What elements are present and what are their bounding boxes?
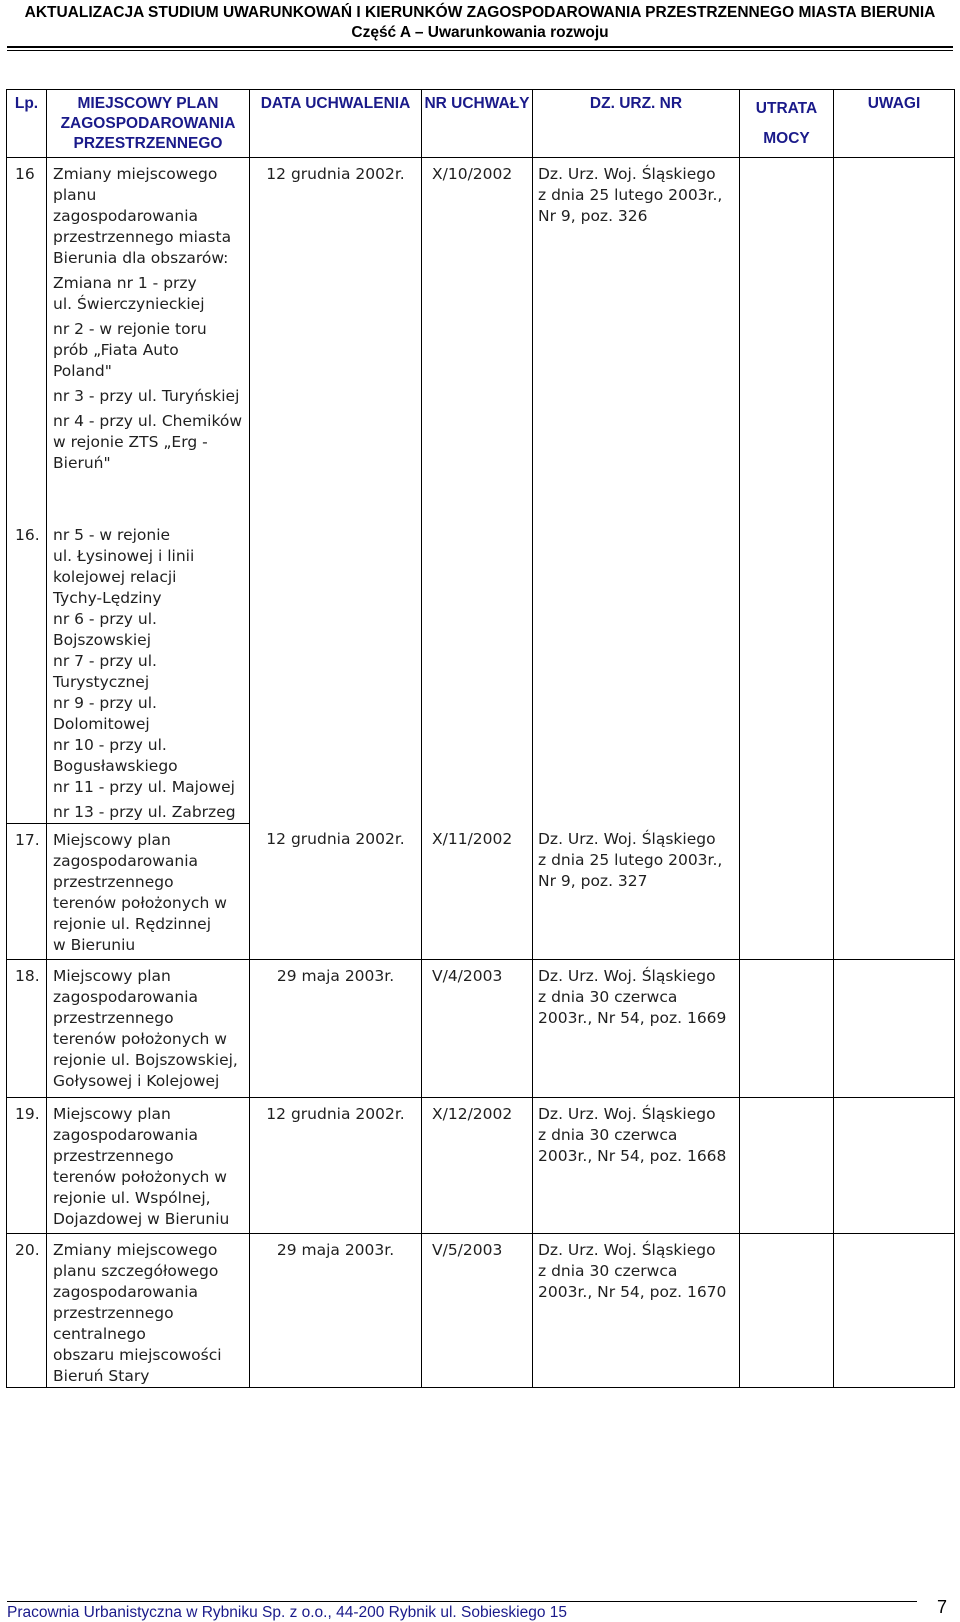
cell-line: nr 2 - w rejonie toru	[53, 320, 207, 338]
cell-utrata	[740, 1233, 834, 1387]
cell-line: Nr 9, poz. 326	[538, 207, 648, 225]
cell-uwagi	[834, 158, 955, 519]
cell-dz	[533, 823, 740, 959]
cell-date	[250, 519, 422, 824]
cell-line: kolejowej relacji	[53, 567, 177, 586]
cell-uwagi	[834, 959, 955, 1097]
table-row	[7, 823, 955, 959]
footer-rule	[7, 1601, 917, 1602]
cell-line: nr 6 - przy ul.	[53, 609, 157, 628]
cell-nr	[422, 519, 533, 824]
header-rule-bottom	[7, 50, 953, 51]
cell-date: 12 grudnia 2002r.	[250, 158, 422, 519]
cell-line: z dnia 30 czerwca	[538, 987, 678, 1006]
cell-lp: 19.	[7, 1097, 47, 1233]
document-title: AKTUALIZACJA STUDIUM UWARUNKOWAŃ I KIERUNKÓW ZAGOSPODAROWANIA PRZESTRZENNEGO MIASTA BIERUNIA	[24, 4, 936, 21]
cell-line: z dnia 30 czerwca	[538, 1125, 678, 1144]
cell-utrata	[740, 823, 834, 959]
col-header-dz: DZ. URZ. NR	[533, 90, 740, 158]
cell-line: Miejscowy plan	[53, 966, 171, 985]
cell-plan-name	[47, 823, 250, 959]
header-rule-top	[7, 46, 953, 48]
cell-line: z dnia 25 lutego 2003r.,	[538, 851, 723, 869]
cell-line: przestrzennego	[53, 872, 174, 891]
cell-line: rejonie ul. Wspólnej,	[53, 1188, 211, 1207]
cell-line: Nr 9, poz. 327	[538, 872, 648, 890]
cell-line: nr 13 - przy ul. Zabrzeg	[53, 802, 236, 821]
cell-line: Zmiana nr 1 - przy	[53, 274, 197, 292]
cell-line: Poland"	[53, 362, 112, 380]
cell-plan-name	[47, 1233, 250, 1387]
cell-line: Dojazdowej w Bieruniu	[53, 1209, 230, 1228]
cell-dz	[533, 158, 740, 519]
cell-uwagi	[834, 1097, 955, 1233]
cell-line: Bieruń"	[53, 454, 111, 472]
cell-lp: 16.	[7, 519, 47, 824]
cell-plan-name	[47, 1097, 250, 1233]
cell-line: Bojszowskiej	[53, 630, 151, 649]
table-row	[7, 1097, 955, 1233]
cell-line: Bogusławskiego	[53, 756, 178, 775]
cell-utrata	[740, 158, 834, 519]
cell-line: terenów położonych w	[53, 1167, 227, 1186]
cell-line: Dz. Urz. Woj. Śląskiego	[538, 1240, 716, 1259]
cell-nr: X/10/2002	[422, 158, 533, 519]
cell-nr: V/5/2003	[422, 1233, 533, 1387]
cell-line: rejonie ul. Rędzinnej	[53, 914, 212, 933]
col-header-lp: Lp.	[7, 90, 47, 158]
cell-line: nr 4 - przy ul. Chemików	[53, 412, 243, 430]
cell-dz	[533, 1097, 740, 1233]
cell-date: 29 maja 2003r.	[250, 959, 422, 1097]
col-header-date: DATA UCHWALENIA	[250, 90, 422, 158]
cell-line: zagospodarowania	[53, 1282, 199, 1301]
table-header-row	[7, 90, 955, 158]
cell-line: 2003r., Nr 54, poz. 1670	[538, 1282, 727, 1301]
cell-line: zagospodarowania	[53, 1125, 199, 1144]
cell-line: Zmiany miejscowego	[53, 165, 218, 183]
cell-uwagi	[834, 519, 955, 824]
cell-dz	[533, 1233, 740, 1387]
cell-line: Dz. Urz. Woj. Śląskiego	[538, 165, 716, 183]
cell-line: zagospodarowania	[53, 207, 199, 225]
cell-date: 29 maja 2003r.	[250, 1233, 422, 1387]
cell-line: planu	[53, 186, 97, 204]
cell-line: przestrzennego	[53, 1146, 174, 1165]
cell-line: nr 9 - przy ul.	[53, 693, 157, 712]
plans-table	[6, 89, 955, 1388]
cell-line: Tychy-Lędziny	[53, 588, 162, 607]
cell-line: 2003r., Nr 54, poz. 1668	[538, 1146, 727, 1165]
cell-line: z dnia 30 czerwca	[538, 1261, 678, 1280]
cell-plan-name	[47, 959, 250, 1097]
document-subtitle: Część A – Uwarunkowania rozwoju	[351, 24, 609, 41]
cell-date: 12 grudnia 2002r.	[250, 1097, 422, 1233]
cell-line: przestrzennego	[53, 1303, 174, 1322]
table-row	[7, 158, 955, 519]
cell-line: ul. Świerczynieckiej	[53, 295, 205, 313]
col-header-utrata: UTRATA MOCY	[740, 90, 834, 158]
cell-line: terenów położonych w	[53, 1029, 227, 1048]
cell-utrata	[740, 519, 834, 824]
cell-utrata	[740, 1097, 834, 1233]
cell-line: Miejscowy plan	[53, 1104, 171, 1123]
cell-line: nr 7 - przy ul.	[53, 651, 157, 670]
col-header-uwagi: UWAGI	[834, 90, 955, 158]
cell-line: zagospodarowania	[53, 851, 199, 870]
cell-utrata	[740, 959, 834, 1097]
cell-line: nr 10 - przy ul.	[53, 735, 167, 754]
col-header-plan: MIEJSCOWY PLAN ZAGOSPODAROWANIA PRZESTRZENNEGO	[47, 90, 250, 158]
table-row	[7, 959, 955, 1097]
cell-line: terenów położonych w	[53, 893, 227, 912]
cell-line: Dolomitowej	[53, 714, 150, 733]
cell-nr: X/11/2002	[422, 823, 533, 959]
cell-plan-name	[47, 519, 250, 824]
cell-line: w Bieruniu	[53, 935, 136, 954]
table-row	[7, 519, 955, 824]
cell-line: rejonie ul. Bojszowskiej,	[53, 1050, 238, 1069]
cell-lp: 18.	[7, 959, 47, 1097]
cell-nr: V/4/2003	[422, 959, 533, 1097]
cell-line: planu szczegółowego	[53, 1261, 219, 1280]
cell-line: Dz. Urz. Woj. Śląskiego	[538, 966, 716, 985]
cell-line: Zmiany miejscowego	[53, 1240, 218, 1259]
col-header-nr: NR UCHWAŁY	[422, 90, 533, 158]
cell-lp: 20.	[7, 1233, 47, 1387]
cell-line: Dz. Urz. Woj. Śląskiego	[538, 1104, 716, 1123]
cell-line: nr 3 - przy ul. Turyńskiej	[53, 387, 240, 405]
cell-line: z dnia 25 lutego 2003r.,	[538, 186, 723, 204]
cell-lp: 17.	[7, 823, 47, 959]
cell-date: 12 grudnia 2002r.	[250, 823, 422, 959]
cell-plan-name	[47, 158, 250, 519]
cell-line: nr 5 - w rejonie	[53, 525, 171, 544]
cell-line: nr 11 - przy ul. Majowej	[53, 777, 235, 796]
cell-line: Dz. Urz. Woj. Śląskiego	[538, 830, 716, 848]
cell-line: prób „Fiata Auto	[53, 341, 179, 359]
cell-uwagi	[834, 1233, 955, 1387]
cell-line: przestrzennego	[53, 1008, 174, 1027]
cell-line: 2003r., Nr 54, poz. 1669	[538, 1008, 727, 1027]
cell-line: Miejscowy plan	[53, 830, 171, 849]
cell-nr: X/12/2002	[422, 1097, 533, 1233]
page-number: 7	[937, 1597, 948, 1617]
cell-line: w rejonie ZTS „Erg -	[53, 433, 208, 451]
cell-line: obszaru miejscowości	[53, 1345, 222, 1364]
footer-text: Pracownia Urbanistyczna w Rybniku Sp. z o.o., 44-200 Rybnik ul. Sobieskiego 15	[7, 1604, 568, 1621]
cell-uwagi	[834, 823, 955, 959]
cell-line: centralnego	[53, 1324, 146, 1343]
cell-dz	[533, 519, 740, 824]
cell-line: Gołysowej i Kolejowej	[53, 1071, 220, 1090]
table-row	[7, 1233, 955, 1387]
cell-line: Bierunia dla obszarów:	[53, 249, 229, 267]
cell-line: zagospodarowania	[53, 987, 199, 1006]
cell-line: Turystycznej	[53, 672, 150, 691]
cell-line: ul. Łysinowej i linii	[53, 546, 195, 565]
cell-lp: 16	[7, 158, 47, 519]
cell-line: przestrzennego miasta	[53, 228, 232, 246]
cell-dz	[533, 959, 740, 1097]
cell-line: Bieruń Stary	[53, 1366, 150, 1385]
